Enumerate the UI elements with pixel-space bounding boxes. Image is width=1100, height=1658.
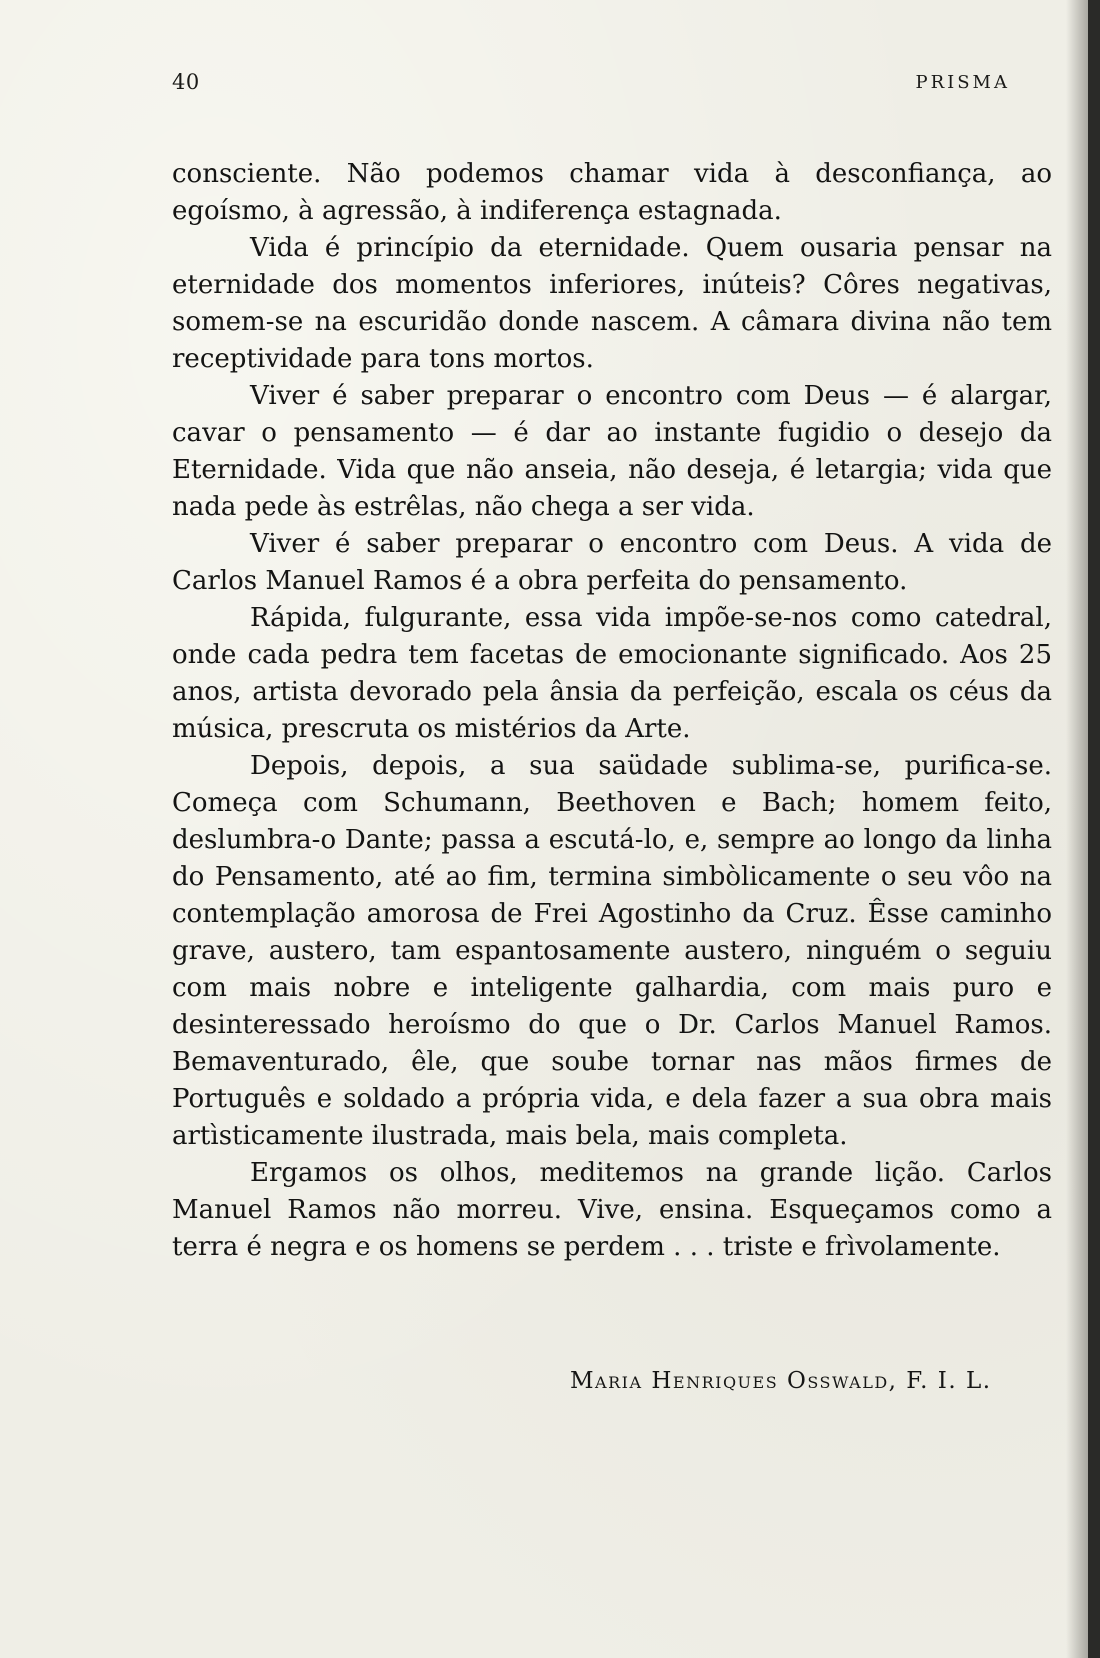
paragraph: Viver é saber preparar o encontro com Deus. A vida de Carlos Manuel Ramos é a obra perfeita do pensamento. — [172, 529, 1052, 596]
paragraph: Depois, depois, a sua saüdade sublima-se, purifica-se. Começa com Schumann, Beethoven e Bach; homem feito, deslumbra-o Dante; passa a escutá-lo, e, sempre ao longo da linha do Pensamento, até ao fim, termina simbòlicamente o seu vôo na contemplação amorosa de Frei Agostinho da Cruz. Êsse caminho grave, austero, tam espantosamente austero, ninguém o seguiu com mais nobre e inteligente galhardia, com mais puro e desinteressado heroísmo do que o Dr. Carlos Manuel Ramos. Bemaventurado, êle, que soube tornar nas mãos firmes de Português e soldado a própria vida, e dela fazer a sua obra mais artìsticamente ilustrada, mais bela, mais completa. — [172, 751, 1052, 1151]
running-head: PRISMA — [915, 72, 1010, 93]
paragraph: Rápida, fulgurante, essa vida impõe-se-nos como catedral, onde cada pedra tem facetas de emocionante significado. Aos 25 anos, artista devorado pela ânsia da perfeição, escala os céus da música, prescruta os mistérios da Arte. — [172, 603, 1052, 744]
paragraph: Vida é princípio da eternidade. Quem ousaria pensar na eternidade dos momentos inferiores, inúteis? Côres negativas, somem-se na escuridão donde nascem. A câmara divina não tem receptividade para tons mortos. — [172, 233, 1052, 374]
author-signature: Maria Henriques Osswald, F. I. L. — [570, 1368, 992, 1394]
page-header — [0, 70, 1088, 100]
page-number: 40 — [172, 70, 200, 94]
paragraph: Ergamos os olhos, meditemos na grande lição. Carlos Manuel Ramos não morreu. Vive, ensina. Esqueçamos como a terra é negra e os homens se perdem . . . triste e frìvolamente. — [172, 1158, 1052, 1262]
page-edge-shadow — [1066, 0, 1088, 1658]
paragraph: consciente. Não podemos chamar vida à desconfiança, ao egoísmo, à agressão, à indiferença estagnada. — [172, 159, 1052, 226]
body-text — [172, 156, 1052, 1266]
paragraph: Viver é saber preparar o encontro com Deus — é alargar, cavar o pensamento — é dar ao instante fugidio o desejo da Eternidade. Vida que não anseia, não deseja, é letargia; vida que nada pede às estrêlas, não chega a ser vida. — [172, 381, 1052, 522]
